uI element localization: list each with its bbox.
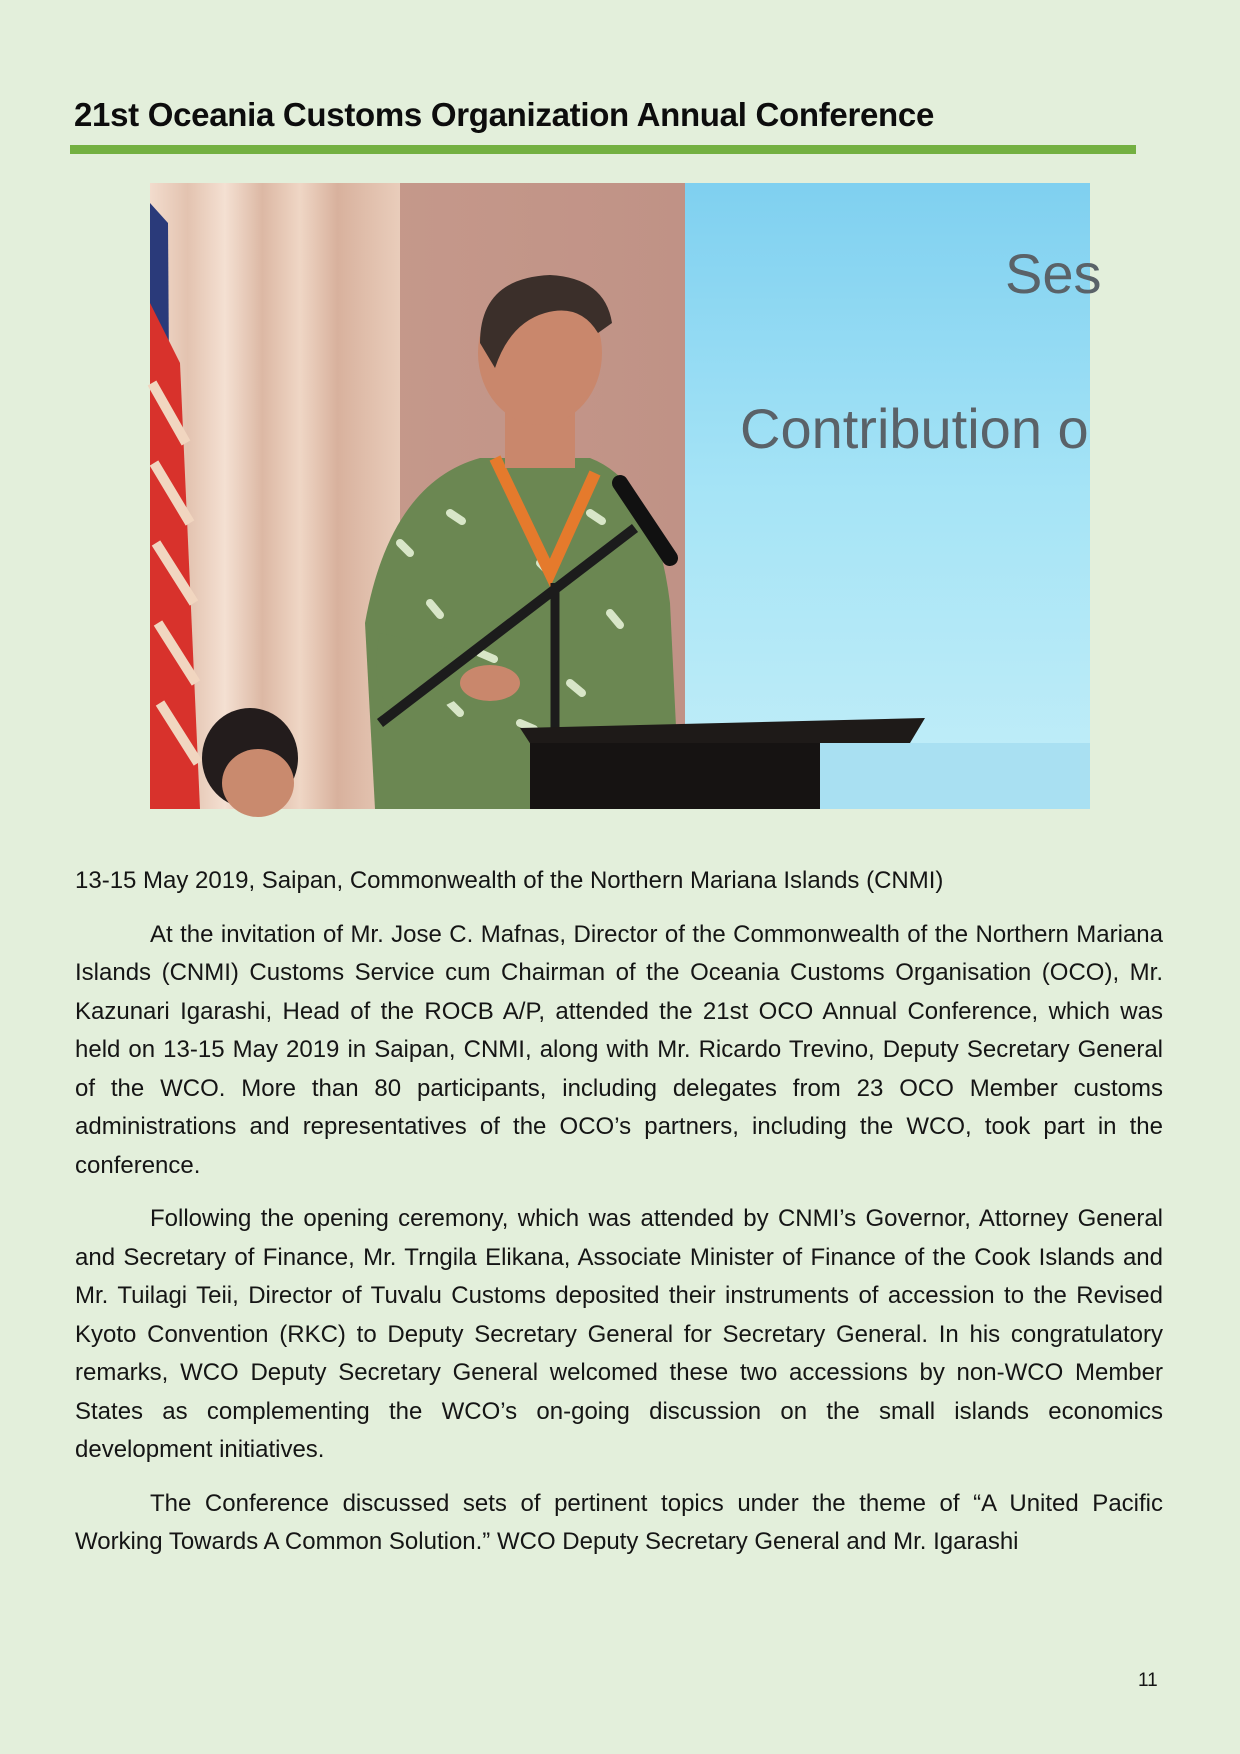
paragraph-2: Following the opening ceremony, which was attended by CNMI’s Governor, Attorney General and Secretary of Finance, Mr. Trngila Elikana, Associate Minister of Finance of the Cook Islands and Mr. Tuilagi Teii, Director of Tuvalu Customs deposited their instruments of accession to the Revised Kyoto Convention (RKC) to Deputy Secretary General for Secretary General. In his congratulatory remarks, WCO Deputy Secretary General welcomed these two accessions by non-WCO Member States as complementing the WCO’s on-going discussion on the small islands economics development initiatives. xyxy=(75,1205,1163,1463)
paragraph-1: At the invitation of Mr. Jose C. Mafnas, Director of the Commonwealth of the Northern Mariana Islands (CNMI) Customs Service cum Chairman of the Oceania Customs Organisation (OCO), Mr. Kazunari Igarashi, Head of the ROCB A/P, attended the 21st OCO Annual Conference, which was held on 13-15 May 2019 in Saipan, CNMI, along with Mr. Ricardo Trevino, Deputy Secretary General of the WCO. More than 80 participants, including delegates from 23 OCO Member customs administrations and representatives of the OCO’s partners, including the WCO, took part in the conference. xyxy=(75,920,1163,1179)
dateline: 13-15 May 2019, Saipan, Commonwealth of the Northern Mariana Islands (CNMI) xyxy=(75,867,944,894)
slide-text-line2: Contribution o xyxy=(740,397,1089,460)
title-underline xyxy=(70,145,1136,154)
page-title: 21st Oceania Customs Organization Annual Conference xyxy=(74,96,935,133)
article-body xyxy=(75,862,1163,1577)
slide-text-line1: Ses xyxy=(1005,242,1102,305)
page-number: 11 xyxy=(1138,1670,1158,1691)
conference-photo xyxy=(150,183,1102,809)
paragraph-3: The Conference discussed sets of pertinent topics under the theme of “A United Pacific Working Towards A Common Solution.” WCO Deputy Secretary General and Mr. Igarashi xyxy=(75,1489,1163,1555)
